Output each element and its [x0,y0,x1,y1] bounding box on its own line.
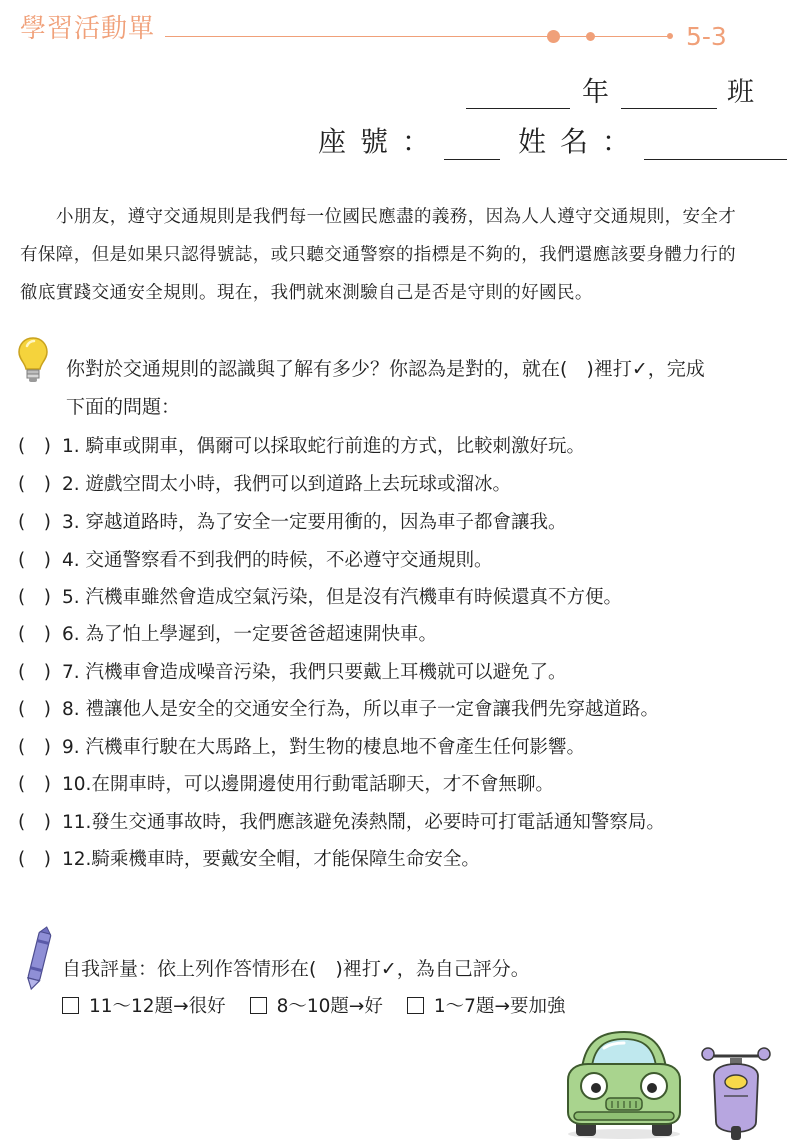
answer-paren[interactable]: ( ) [18,436,51,457]
self-eval-text: 自我評量：依上列作答情形在( )裡打✓，為自己評分。 [62,958,530,980]
question-text: 1. 騎車或開車，偶爾可以採取蛇行前進的方式，比較刺激好玩。 [62,436,586,457]
question-item [18,658,567,684]
question-text: 7. 汽機車會造成噪音污染，我們只要戴上耳機就可以避免了。 [62,662,567,683]
answer-paren[interactable]: ( ) [18,849,51,870]
option-label: 8～10題→好 [276,996,383,1017]
question-item [18,432,585,458]
answer-paren[interactable]: ( ) [18,812,51,833]
answer-paren[interactable]: ( ) [18,774,51,795]
intro-line: 小朋友，遵守交通規則是我們每一位國民應盡的義務，因為人人遵守交通規則，安全才 [56,207,737,227]
checkbox[interactable] [62,997,79,1014]
instruction-line: 下面的問題： [66,396,181,418]
question-item [18,770,554,796]
question-text: 3. 穿越道路時，為了安全一定要用衝的，因為車子都會讓我。 [62,512,567,533]
question-item [18,508,567,534]
option-very-good[interactable] [62,992,226,1018]
answer-paren[interactable]: ( ) [18,662,51,683]
answer-paren[interactable]: ( ) [18,474,51,495]
header-dot [547,30,560,43]
question-item [18,583,622,609]
answer-paren[interactable]: ( ) [18,737,51,758]
answer-paren[interactable]: ( ) [18,699,51,720]
question-item [18,546,493,572]
intro-line: 有保障，但是如果只認得號誌，或只聽交通警察的指標是不夠的，我們還應該要身體力行的 [20,245,736,265]
option-needs-work[interactable] [407,992,566,1018]
intro-paragraph [20,198,772,312]
instruction-line: 你對於交通規則的認識與了解有多少？你認為是對的，就在( )裡打✓，完成 [66,358,705,380]
crayon-icon [26,924,52,992]
question-text: 6. 為了怕上學遲到，一定要爸爸超速開快車。 [62,624,438,645]
car-illustration [560,1028,688,1140]
option-good[interactable] [250,992,383,1018]
intro-line: 徹底實踐交通安全規則。現在，我們就來測驗自己是否是守則的好國民。 [20,283,593,303]
question-item [18,620,437,646]
option-label: 1～7題→要加強 [433,996,566,1017]
seat-name-row [318,120,787,160]
instruction-text [66,350,778,426]
question-item [18,733,585,759]
seat-label: 座號： [318,125,445,158]
year-label: 年 [582,77,609,108]
question-item [18,470,511,496]
worksheet-title: 學習活動單 [20,14,156,44]
answer-paren[interactable]: ( ) [18,624,51,645]
answer-paren[interactable]: ( ) [18,587,51,608]
question-text: 4. 交通警察看不到我們的時候，不必遵守交通規則。 [62,550,493,571]
question-text: 9. 汽機車行駛在大馬路上，對生物的棲息地不會產生任何影響。 [62,737,586,758]
worksheet-number: 5-3 [686,22,727,51]
question-item [18,808,665,834]
checkbox[interactable] [407,997,424,1014]
lightbulb-icon [18,336,48,388]
header-dot [586,32,595,41]
answer-paren[interactable]: ( ) [18,512,51,533]
year-class-row [466,70,754,109]
class-blank[interactable] [621,78,717,109]
scooter-illustration [700,1046,772,1140]
name-label: 姓名： [518,125,645,158]
question-text: 12.騎乘機車時，要戴安全帽，才能保障生命安全。 [62,849,480,870]
question-text: 5. 汽機車雖然會造成空氣污染，但是沒有汽機車有時候還真不方便。 [62,587,623,608]
question-text: 11.發生交通事故時，我們應該避免湊熱鬧，必要時可打電話通知警察局。 [62,812,665,833]
header-dot [667,33,673,39]
seat-blank[interactable] [444,127,500,160]
year-blank[interactable] [466,78,570,109]
self-eval-options [62,992,589,1018]
question-text: 2. 遊戲空間太小時，我們可以到道路上去玩球或溜冰。 [62,474,512,495]
question-item [18,695,659,721]
question-text: 8. 禮讓他人是安全的交通安全行為，所以車子一定會讓我們先穿越道路。 [62,699,660,720]
class-label: 班 [727,77,754,108]
question-item [18,845,480,871]
checkbox[interactable] [250,997,267,1014]
question-text: 10.在開車時，可以邊開邊使用行動電話聊天，才不會無聊。 [62,774,554,795]
option-label: 11～12題→很好 [89,996,226,1017]
answer-paren[interactable]: ( ) [18,550,51,571]
name-blank[interactable] [644,127,787,160]
